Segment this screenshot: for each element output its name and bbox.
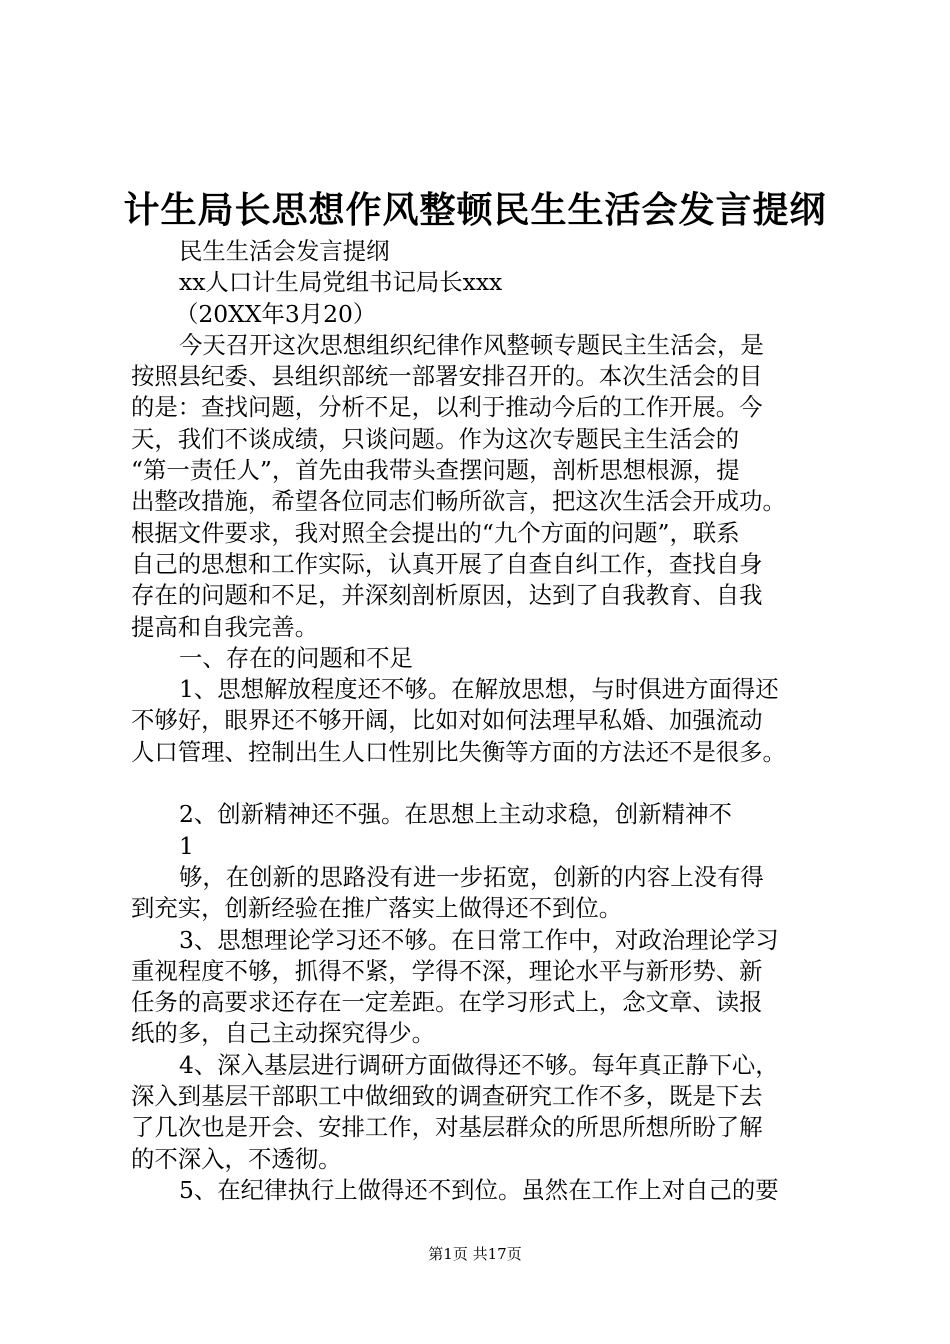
paragraph-line: 提高和自我完善。 — [131, 612, 319, 641]
paragraph-line: 不够好，眼界还不够开阔，比如对如何法理早私婚、加强流动 — [131, 706, 763, 735]
author-line: xx人口计生局党组书记局长xxx — [179, 268, 503, 297]
paragraph-line: 1、思想解放程度还不够。在解放思想，与时俱进方面得还 — [179, 675, 779, 704]
subtitle-line: 民生生活会发言提纲 — [179, 237, 390, 265]
paragraph-line: 到充实，创新经验在推广落实上做得还不到位。 — [131, 894, 623, 923]
paragraph-line: 重视程度不够，抓得不紧，学得不深，理论水平与新形势、新 — [131, 956, 763, 985]
paragraph-line: 的不深入，不透彻。 — [131, 1144, 342, 1173]
date-line: （20XX年3月20） — [175, 299, 377, 328]
inline-page-number: 1 — [179, 831, 194, 860]
paragraph-line: 纸的多，自己主动探究得少。 — [131, 1019, 436, 1048]
blank-line — [131, 768, 831, 799]
page-footer: 第1页 共17页 — [428, 1245, 522, 1263]
paragraph-line: 人口管理、控制出生人口性别比失衡等方面的方法还不是很多。 — [131, 737, 786, 766]
paragraph-line: “第一责任人”，首先由我带头查摆问题，剖析思想根源，提 — [131, 456, 740, 485]
section-heading: 一、存在的问题和不足 — [179, 643, 413, 672]
paragraph-line: 存在的问题和不足，并深刻剖析原因，达到了自我教育、自我 — [131, 581, 763, 610]
paragraph-line: 5、在纪律执行上做得还不到位。虽然在工作上对自己的要 — [179, 1175, 779, 1204]
document-title: 计生局长思想作风整顿民生生活会发言提纲 — [123, 189, 827, 231]
paragraph-line: 根据文件要求，我对照全会提出的“九个方面的问题”，联系 — [131, 518, 740, 547]
paragraph-line: 自己的思想和工作实际，认真开展了自查自纠工作，查找自身 — [131, 549, 763, 578]
paragraph-line: 任务的高要求还存在一定差距。在学习形式上，念文章、读报 — [131, 988, 763, 1017]
paragraph-line: 3、思想理论学习还不够。在日常工作中，对政治理论学习 — [179, 925, 779, 954]
paragraph-line: 4、深入基层进行调研方面做得还不够。每年真正静下心， — [179, 1050, 779, 1079]
paragraph-line: 天，我们不谈成绩，只谈问题。作为这次专题民主生活会的 — [131, 424, 740, 453]
paragraph-line: 出整改措施，希望各位同志们畅所欲言，把这次生活会开成功。 — [131, 487, 786, 516]
paragraph-line: 够，在创新的思路没有进一步拓宽，创新的内容上没有得 — [179, 862, 764, 891]
paragraph-line: 深入到基层干部职工中做细致的调查研究工作不多，既是下去 — [131, 1082, 763, 1111]
paragraph-line: 2、创新精神还不强。在思想上主动求稳，创新精神不 — [179, 800, 732, 829]
paragraph-line: 了几次也是开会、安排工作，对基层群众的所思所想所盼了解 — [131, 1113, 763, 1142]
paragraph-line: 按照县纪委、县组织部统一部署安排召开的。本次生活会的目 — [131, 362, 763, 391]
paragraph-line: 今天召开这次思想组织纪律作风整顿专题民主生活会，是 — [179, 330, 764, 359]
paragraph-line: 的是：查找问题，分析不足，以利于推动今后的工作开展。今 — [131, 393, 763, 422]
document-body — [131, 236, 831, 1206]
